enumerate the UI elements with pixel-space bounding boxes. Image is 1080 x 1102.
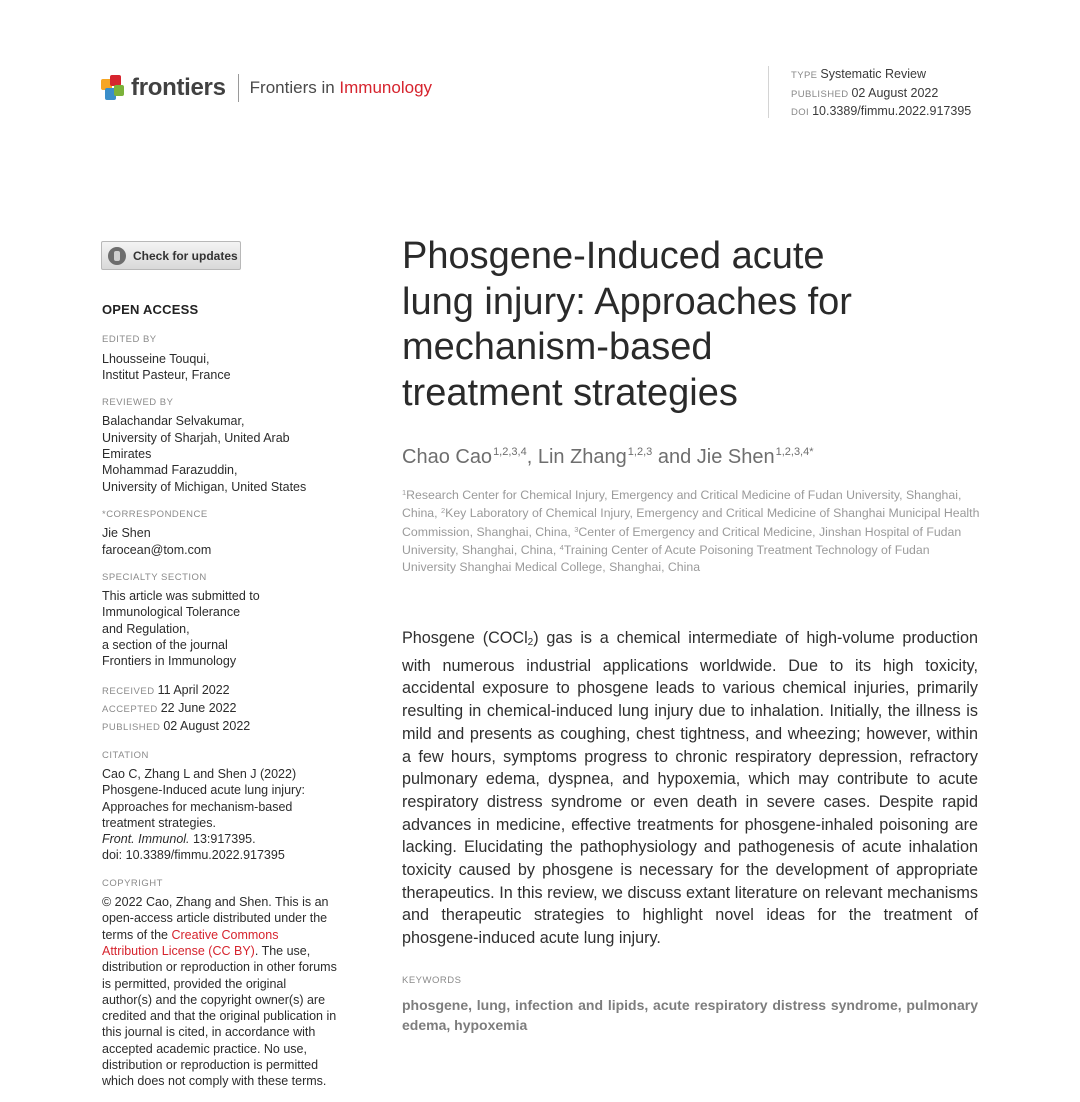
article-title: Phosgene-Induced acute lung injury: Approaches for mechanism-based treatment strategies <box>402 235 852 414</box>
citation-doi: doi: 10.3389/fimmu.2022.917395 <box>102 848 285 863</box>
article-meta <box>768 66 971 118</box>
article-sidebar <box>102 302 337 1102</box>
journal-name: Frontiers in Immunology <box>249 78 433 97</box>
check-for-updates-label: Check for updates <box>133 248 238 263</box>
published-date: PUBLISHED 02 August 2022 <box>102 718 251 733</box>
reviewer-name: Balachandar Selvakumar, <box>102 414 245 429</box>
correspondent-email[interactable]: farocean@tom.com <box>102 542 212 557</box>
article-doi: DOI 10.3389/fimmu.2022.917395 <box>791 104 972 118</box>
cc-license-link[interactable]: Creative Commons Attribution License (CC BY) <box>102 927 279 958</box>
author: Lin Zhang <box>537 446 627 468</box>
copyright-section: COPYRIGHT © 2022 Cao, Zhang and Shen. This is an open-access article distributed under the terms of the Creative Commons Attribution License (CC BY). The use, distribution or reproduction in other forums is permitted, provided the original author(s) and the copyright owner(s) are credited and that the original publication in this journal is cited, in accordance with accepted academic practice. No use, distribution or reproduction is permitted which does not comply with these terms. <box>102 877 337 1089</box>
open-access-label: OPEN ACCESS <box>102 302 199 317</box>
editor-name: Lhousseine Touqui, <box>102 351 210 366</box>
correspondence-section: *CORRESPONDENCE Jie Shen farocean@tom.com <box>102 507 337 558</box>
frontiers-logo[interactable] <box>101 72 432 104</box>
keywords-label: KEYWORDS <box>402 975 462 986</box>
abstract: Phosgene (COCl$_2$) gas is a chemical intermediate of high-volume production with numerous industrial applications worldwide. Due to its high toxicity, accidental exposure to phosgene leads to various chemical injuries, primarily resulting in chemical-induced lung injury due to inhalation. Initially, the illness is mild and presents as coughing, chest tightness, and wheezing; however, within a few hours, symptoms progress to chronic respiratory depression, refractory pulmonary edema, dyspnea, and hypoxemia, which may contribute to acute respiratory distress syndrome or even death in severe cases. Despite rapid advances in medicine, effective treatments for phosgene-inhaled poisoning are lacking. Elucidating the pathophysiology and pathogenesis of acute inhalation toxicity caused by phosgene is necessary for the development of appropriate therapeutics. In this review, we discuss extant literature on relevant mechanisms and therapeutic strategies to highlight novel ideas for the treatment of phosgene-induced acute lung injury. <box>402 629 978 948</box>
edited-by-section: EDITED BY Lhousseine Touqui, Institut Pasteur, France <box>102 332 337 383</box>
reviewer-affiliation: University of Sharjah, United Arab Emirates <box>102 430 290 462</box>
affiliations: $^1$Research Center for Chemical Injury, Emergency and Critical Medicine of Fudan University, Shanghai, China, $^2$Key Laboratory of Chemical Injury, Emergency and Critical Medicine of Shanghai Municipal Health Commission, Shanghai, China, $^3$Center of Emergency and Critical Medicine, Jinshan Hospital of Fudan University, Shanghai, China, $^4$Training Center of Acute Poisoning Treatment Technology of Fudan University Shanghai Medical College, Shanghai, China <box>402 488 980 574</box>
reviewer-name: Mohammad Farazuddin, <box>102 463 238 478</box>
dates-section <box>102 682 337 736</box>
citation-journal: Front. Immunol. 13:917395. <box>102 832 256 847</box>
brand-name: frontiers <box>131 74 226 101</box>
citation-section: CITATION Cao C, Zhang L and Shen J (2022) Phosgene-Induced acute lung injury: Approaches for mechanism-based treatment strategies. Front. Immunol. 13:917395. doi: 10.3389/fimmu.2022.917395 <box>102 748 337 864</box>
specialty-section: SPECIALTY SECTION This article was submitted to Immunological Tolerance and Regulation, a section of the journal Frontiers in Immunology <box>102 571 260 669</box>
author-list: Chao Cao$^{1,2,3,4}$, Lin Zhang$^{1,2,3}$ and Jie Shen$^{1,2,3,4*}$ <box>402 446 814 468</box>
frontiers-logo-icon <box>101 75 125 101</box>
correspondent-name: Jie Shen <box>102 526 151 541</box>
copyright-text: © 2022 Cao, Zhang and Shen. This is an open-access article distributed under the terms of the Creative Commons Attribution License (CC BY). The use, distribution or reproduction in other forums is permitted, provided the original author(s) and the copyright owner(s) are credited and that the original publication in this journal is cited, in accordance with accepted academic practice. No use, distribution or reproduction is permitted which does not comply with these terms. <box>102 895 337 1089</box>
article-type: TYPE Systematic Review <box>791 67 927 81</box>
accepted-date: ACCEPTED 22 June 2022 <box>102 700 237 715</box>
editor-affiliation: Institut Pasteur, France <box>102 367 231 382</box>
check-for-updates-button[interactable] <box>101 241 241 270</box>
reviewer-affiliation: University of Michigan, United States <box>102 479 307 494</box>
received-date: RECEIVED 11 April 2022 <box>102 682 230 697</box>
citation-text: Cao C, Zhang L and Shen J (2022) Phosgene-Induced acute lung injury: Approaches for mechanism-based treatment strategies. <box>102 766 305 830</box>
article-published: PUBLISHED 02 August 2022 <box>791 85 939 100</box>
reviewed-by-section: REVIEWED BY Balachandar Selvakumar, University of Sharjah, United Arab Emirates Mohammad Farazuddin, University of Michigan, United States <box>102 395 337 495</box>
author: Chao Cao <box>402 446 493 468</box>
author: Jie Shen <box>696 446 775 468</box>
bookmark-icon <box>108 247 126 265</box>
logo-divider <box>238 74 239 102</box>
keywords: phosgene, lung, infection and lipids, acute respiratory distress syndrome, pulmonary edema, hypoxemia <box>402 997 978 1033</box>
